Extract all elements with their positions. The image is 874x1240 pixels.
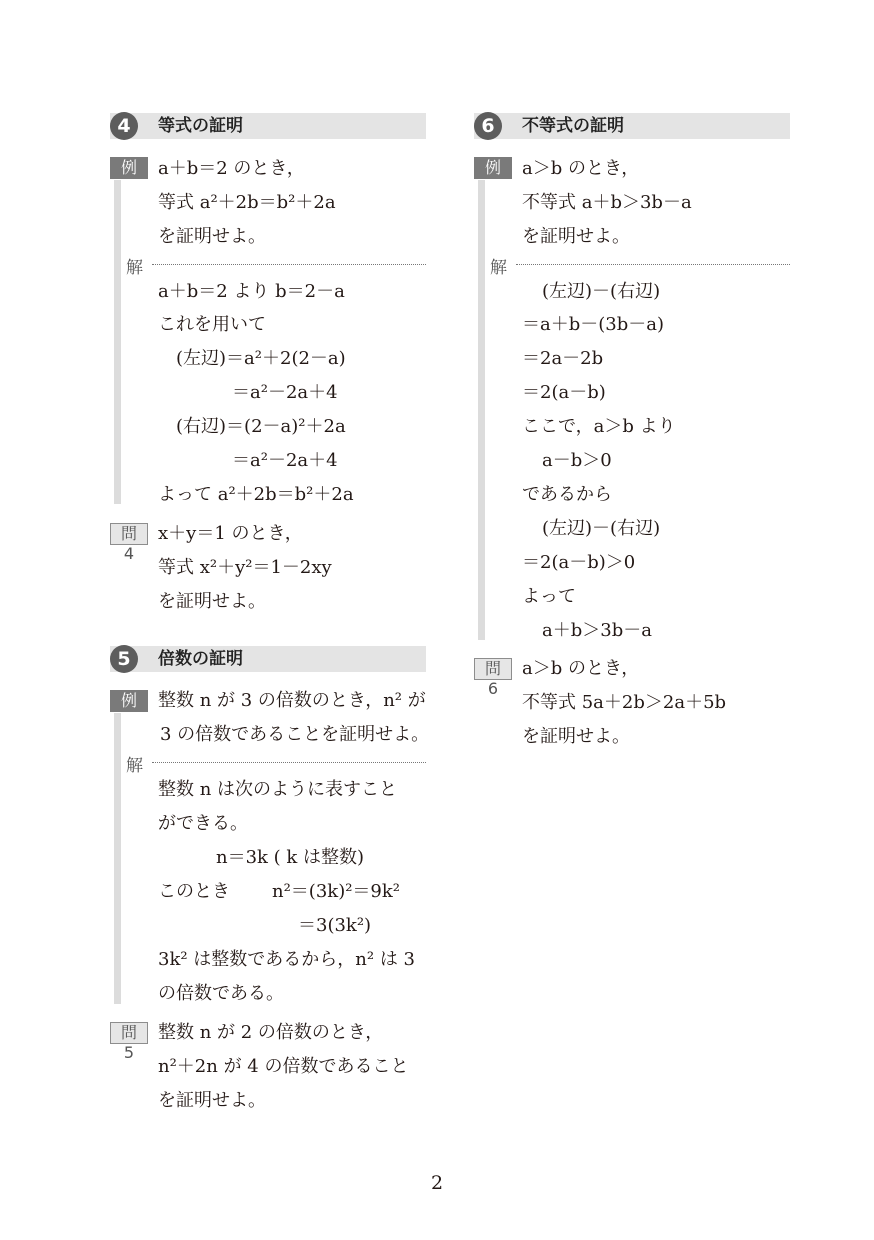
solution-line: このとき — [158, 881, 230, 902]
question-5-line: 整数 n が 2 の倍数のとき， — [158, 1022, 384, 1043]
example-6-bar — [478, 180, 485, 640]
solution-line: であるから — [522, 484, 612, 505]
example-4-problem-line: a＋b＝2 のとき， — [158, 158, 305, 179]
solution-line: n²＝(3k)²＝9k² — [272, 881, 401, 902]
solution-line: ＝2a－2b — [522, 348, 604, 369]
section-number-badge: 4 — [110, 112, 138, 140]
solution-line: n＝3k ( k は整数) — [216, 847, 365, 868]
solution-line: ＝2(a－b) — [522, 382, 606, 403]
example-6-tag: 例 6 — [474, 157, 512, 179]
solution-line: よって — [522, 586, 576, 607]
solution-line: ここで，a＞b より — [522, 416, 676, 437]
solution-line: これを用いて — [158, 314, 266, 335]
question-4-line: を証明せよ。 — [158, 591, 266, 612]
solution-label: 解 — [490, 258, 507, 278]
section-title: 等式の証明 — [158, 116, 243, 136]
solution-line: (左辺)－(右辺) — [542, 281, 661, 302]
section-4-header — [110, 113, 426, 139]
solution-line: ができる。 — [158, 813, 248, 834]
question-4-line: x＋y＝1 のとき， — [158, 523, 303, 544]
question-6-tag: 問 6 — [474, 658, 512, 680]
solution-line: 整数 n は次のように表すこと — [158, 779, 398, 800]
solution-line: ＝a²－2a＋4 — [232, 382, 338, 403]
question-5-tag: 問 5 — [110, 1022, 148, 1044]
example-4-problem-line: を証明せよ。 — [158, 226, 266, 247]
solution-line: ＝a²－2a＋4 — [232, 450, 338, 471]
question-5-line: n²＋2n が 4 の倍数であること — [158, 1056, 409, 1077]
solution-line: (左辺)－(右辺) — [542, 518, 661, 539]
question-6-line: を証明せよ。 — [522, 726, 630, 747]
question-6-line: a＞b のとき， — [522, 658, 640, 679]
example-6-problem-line: を証明せよ。 — [522, 226, 630, 247]
solution-line: a－b＞0 — [542, 450, 612, 471]
solution-line: a＋b＝2 より b＝2－a — [158, 281, 345, 302]
solution-line: ＝2(a－b)＞0 — [522, 552, 636, 573]
section-title: 倍数の証明 — [158, 649, 243, 669]
example-5-problem-line: 3 の倍数であることを証明せよ。 — [160, 724, 430, 745]
example-5-problem-line: 整数 n が 3 の倍数のとき，n² が — [158, 690, 426, 711]
example-5-tag: 例 5 — [110, 690, 148, 712]
example-6-problem-line: 不等式 a＋b＞3b－a — [522, 192, 692, 213]
section-number-badge: 5 — [110, 645, 138, 673]
question-6-line: 不等式 5a＋2b＞2a＋5b — [522, 692, 727, 713]
question-5-line: を証明せよ。 — [158, 1090, 266, 1111]
section-6-header — [474, 113, 790, 139]
question-4-line: 等式 x²＋y²＝1－2xy — [158, 557, 332, 578]
page-number: 2 — [430, 1172, 444, 1194]
example-4-tag: 例 4 — [110, 157, 148, 179]
solution-line: 3k² は整数であるから，n² は 3 — [158, 949, 415, 970]
example-4-problem-line: 等式 a²＋2b＝b²＋2a — [158, 192, 336, 213]
solution-divider — [516, 264, 790, 265]
section-title: 不等式の証明 — [522, 116, 624, 136]
solution-line: の倍数である。 — [158, 983, 284, 1004]
section-5-header — [110, 646, 426, 672]
solution-label: 解 — [126, 756, 143, 776]
example-4-bar — [114, 180, 121, 504]
example-5-bar — [114, 713, 121, 1004]
example-6-problem-line: a＞b のとき， — [522, 158, 640, 179]
solution-line: (右辺)＝(2－a)²＋2a — [176, 416, 346, 437]
solution-label: 解 — [126, 258, 143, 278]
solution-divider — [152, 264, 426, 265]
solution-divider — [152, 762, 426, 763]
question-4-tag: 問 4 — [110, 523, 148, 545]
solution-line: ＝a＋b－(3b－a) — [522, 314, 665, 335]
solution-line: a＋b＞3b－a — [542, 620, 652, 641]
solution-line: (左辺)＝a²＋2(2－a) — [176, 348, 346, 369]
section-number-badge: 6 — [474, 112, 502, 140]
solution-line: ＝3(3k²) — [298, 915, 372, 936]
solution-line: よって a²＋2b＝b²＋2a — [158, 484, 354, 505]
